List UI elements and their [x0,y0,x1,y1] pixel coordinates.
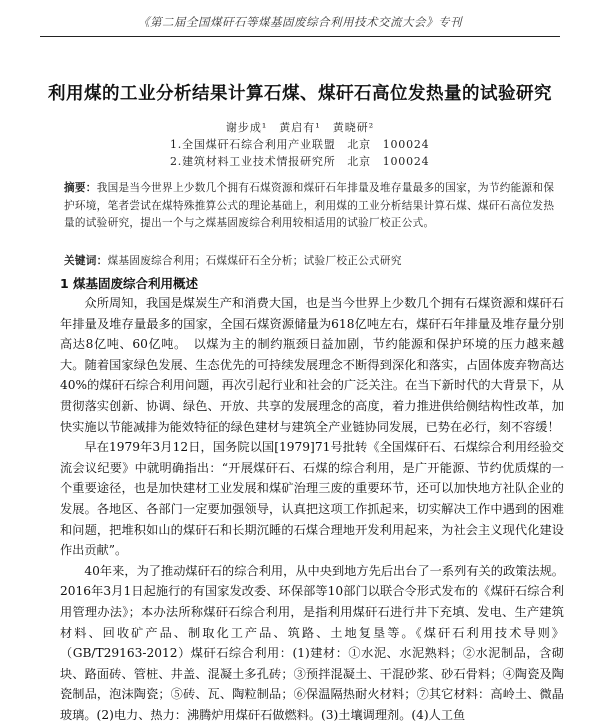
abstract-label: 摘要： [64,182,97,194]
paragraph: 众所周知，我国是煤炭生产和消费大国，也是当今世界上少数几个拥有石煤资源和煤矸石年排量及堆存量最多的国家，全国石煤资源储量为618亿吨左右，煤矸石年排量及堆存量分别高达8亿吨、60亿吨。 以煤为主的制约瓶颈日益加剧，节约能源和保护环境的压力越来越大。随着国家绿色发展、生态优先的可持续发展理念不断得到深化和落实，占固体废弃物高达40%的煤矸石综合利用问题，再次引起行业和社会的广泛关注。在当下新时代的大背景下，从贯彻落实创新、协调、绿色、开放、共享的发展理念的高度，着力推进供给侧结构性改革，加快实施以节能减排为能效特征的绿色建材与建筑全产业链协同发展，已势在必行，刻不容缓！ [60,296,564,434]
affiliation-2: 2.建筑材料工业技术情报研究所 北京 100024 [170,155,430,168]
paragraph: 40年来，为了推动煤矸石的综合利用，从中央到地方先后出台了一系列有关的政策法规。2016年3月1日起施行的有国家发改委、环保部等10部门以联合令形式发布的《煤矸石综合利用管理办法》；本办法所称煤矸石综合利用，是指利用煤矸石进行井下充填、发电、生产建筑材料、回收矿产品、制取化工产品、筑路、土地复垦等。《煤矸石利用技术导则》（GB/T29163-2012）煤矸石综合利用：(1)建材：①水泥、水泥熟料；②水泥制品，含砌块、路面砖、管桩、井盖、混凝土多孔砖；③预拌混凝土、干混砂浆、砂石骨料；④陶瓷及陶瓷制品，泡沫陶瓷；⑤砖、瓦、陶粒制品；⑥保温隔热耐火材料；⑦其它材料：高岭土、微晶玻璃。(2)电力、热力：沸腾炉用煤矸石做燃料。(3)土壤调理剂。(4)人工鱼 [60,563,564,722]
keywords [64,253,562,268]
paragraph: 早在1979年3月12日，国务院以国[1979]71号批转《全国煤矸石、石煤综合利用经验交流会议纪要》中就明确指出：“开展煤矸石、石煤的综合利用，是广开能源、节约优质煤的一个重要途径，也是加快建材工业发展和煤矿治理三废的重要环节，还可以加快地方社队企业的发展。各地区、各部门一定要加强领导，认真把这项工作抓起来，切实解决工作中遇到的困难和问题，把堆积如山的煤矸石和长期沉睡的石煤合理地开发利用起来，为社会主义现代化建设作出贡献”。 [60,440,564,558]
abstract [64,180,562,233]
author-list: 谢步成¹ 黄启有¹ 黄晓研² [225,121,375,134]
keywords-label: 关键词： [64,255,108,267]
affiliation-1: 1.全国煤矸石综合利用产业联盟 北京 100024 [170,138,430,151]
keywords-text: 煤基固废综合利用；石煤煤矸石全分析；试验厂校正公式研究 [107,255,402,267]
abstract-text: 我国是当今世界上少数几个拥有石煤资源和煤矸石年排量及堆存量最多的国家，为节约能源和保护环境，笔者尝试在煤特殊推算公式的理论基础上，利用煤的工业分析结果计算石煤、煤矸石高位发热量的试验研究，提出一个与之煤基固废综合利用较相适用的试验厂校正公式。 [64,182,555,229]
body-text [60,293,564,725]
paper-title: 利用煤的工业分析结果计算石煤、煤矸石高位发热量的试验研究 [48,84,552,104]
running-header: 《第二届全国煤矸石等煤基固废综合利用技术交流大会》专刊 [40,10,560,37]
section-heading: 1 煤基固废综合利用概述 [60,276,199,291]
